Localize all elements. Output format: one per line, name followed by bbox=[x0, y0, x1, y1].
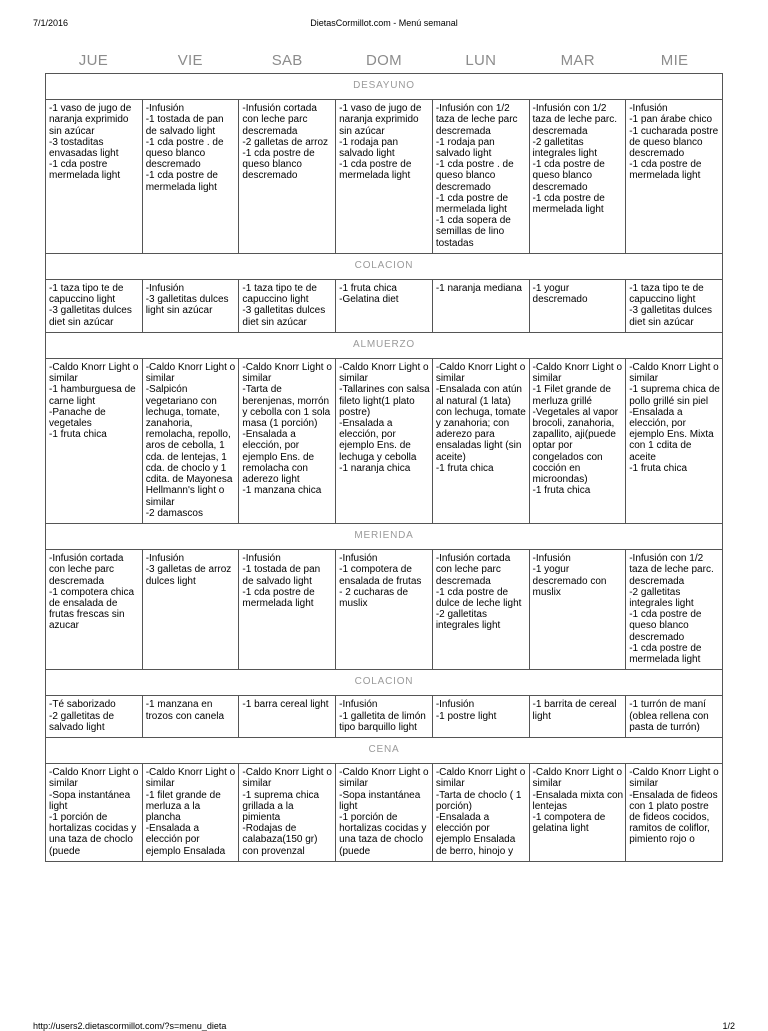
menu-item: -Caldo Knorr Light o similar bbox=[435, 362, 526, 385]
menu-cell bbox=[336, 696, 433, 738]
menu-item: -1 barrita de cereal light bbox=[532, 699, 617, 722]
menu-item: -Ensalada a elección por ejemplo Ensalada bbox=[145, 823, 226, 857]
menu-item: -Sopa instantánea light bbox=[339, 789, 421, 812]
menu-item: -1 rodaja pan salvado light bbox=[435, 136, 495, 160]
menu-cell bbox=[529, 550, 626, 670]
menu-item: -Infusión con 1/2 taza de leche parc descremada bbox=[435, 103, 518, 137]
menu-item: -Té saborizado bbox=[49, 699, 116, 711]
menu-cell bbox=[626, 359, 723, 524]
menu-item: -1 cda postre de mermelada light bbox=[242, 586, 315, 609]
menu-item: -Infusión bbox=[435, 699, 475, 711]
meal-section-title: COLACION bbox=[46, 670, 723, 696]
menu-cell bbox=[142, 696, 239, 738]
menu-item: - 2 cucharas de muslix bbox=[339, 586, 409, 609]
page-title: DietasCormillot.com - Menú semanal bbox=[310, 18, 458, 28]
menu-cell bbox=[529, 100, 626, 254]
menu-item: -1 cda postre de mermelada light bbox=[629, 642, 702, 665]
menu-item: -1 manzana en trozos con canela bbox=[145, 699, 225, 722]
day-header-row bbox=[45, 52, 723, 69]
menu-item: -Rodajas de calabaza(150 gr) con provenzal bbox=[242, 823, 318, 857]
menu-item: -1 suprema chica grillada a la pimienta bbox=[242, 789, 320, 823]
menu-item: -1 porción de hortalizas cocidas y una taza de choclo (puede bbox=[49, 811, 137, 857]
menu-cell bbox=[336, 280, 433, 333]
menu-item: -1 fruta chica bbox=[435, 462, 494, 474]
menu-item: -2 galletitas integrales light bbox=[435, 609, 501, 632]
menu-cell bbox=[529, 696, 626, 738]
menu-item: -1 manzana chica bbox=[242, 485, 322, 497]
menu-item: -3 galletas de arroz dulces light bbox=[145, 564, 232, 587]
menu-item: -Infusión cortada con leche parc descremada bbox=[49, 553, 124, 587]
menu-item: -1 compotera chica de ensalada de frutas frescas sin azucar bbox=[49, 586, 135, 632]
menu-item: -Ensalada a elección, por ejemplo Ens. de remolacha con aderezo light bbox=[242, 429, 315, 486]
menu-cell bbox=[46, 696, 143, 738]
menu-item: -1 fruta chica bbox=[629, 462, 688, 474]
menu-item: -Tarta de berenjenas, morrón y cebolla con 1 sola masa (1 porción) bbox=[242, 384, 331, 430]
menu-item: -Ensalada mixta con lentejas bbox=[532, 789, 624, 812]
meal-section-title: COLACION bbox=[46, 253, 723, 279]
menu-item: -Caldo Knorr Light o similar bbox=[49, 767, 139, 790]
meal-section-header-row bbox=[46, 737, 723, 763]
menu-item: -1 cda postre de mermelada light bbox=[532, 192, 605, 216]
menu-item: -Caldo Knorr Light o similar bbox=[49, 362, 139, 385]
menu-cell bbox=[432, 550, 529, 670]
menu-cell bbox=[432, 359, 529, 524]
menu-item: -1 postre light bbox=[435, 710, 497, 722]
menu-item: -Infusión bbox=[145, 283, 185, 295]
menu-item: -Caldo Knorr Light o similar bbox=[145, 362, 236, 385]
menu-item: -Caldo Knorr Light o similar bbox=[242, 362, 332, 385]
menu-item: -Infusión cortada con leche parc descremada bbox=[435, 553, 511, 587]
meal-row bbox=[46, 764, 723, 862]
menu-cell bbox=[336, 359, 433, 524]
menu-item: -Sopa instantánea light bbox=[49, 789, 131, 812]
menu-item: -Infusión bbox=[339, 699, 378, 711]
menu-item: -1 filet grande de merluza a la plancha bbox=[145, 789, 221, 823]
menu-cell bbox=[46, 550, 143, 670]
menu-cell bbox=[432, 100, 529, 254]
menu-item: -Ensalada a elección, por ejemplo Ens. Mixta con 1 cdita de aceite bbox=[629, 406, 714, 463]
menu-item: -1 cda postre . de queso blanco descremado bbox=[435, 159, 514, 193]
menu-item: -1 taza tipo te de capuccino light bbox=[49, 283, 124, 306]
menu-cell bbox=[529, 280, 626, 333]
meal-section-header-row bbox=[46, 332, 723, 358]
menu-cell bbox=[529, 359, 626, 524]
menu-item: -1 yogur descremado bbox=[532, 283, 588, 306]
menu-item: -Infusión cortada con leche parc descremada bbox=[242, 103, 317, 137]
menu-item: -1 porción de hortalizas cocidas y una taza de choclo (puede bbox=[339, 811, 427, 857]
menu-item: -1 tostada de pan de salvado light bbox=[145, 114, 224, 137]
meal-section-header-row bbox=[46, 523, 723, 549]
menu-item: -1 cda postre de mermelada light bbox=[339, 159, 412, 182]
menu-item: -Tallarines con salsa fileto light(1 plato postre) bbox=[339, 384, 430, 418]
day-header: JUE bbox=[78, 52, 109, 69]
menu-item: -Vegetales al vapor brocoli, zanahoria, zapallito, aji(puede optar por congelados con cocción en microondas) bbox=[532, 406, 619, 486]
menu-item: -1 cda postre de queso blanco descremado bbox=[629, 609, 702, 643]
menu-item: -2 galletas de arroz bbox=[242, 136, 329, 148]
menu-cell bbox=[626, 100, 723, 254]
menu-item: -Infusión bbox=[339, 553, 378, 565]
menu-item: -3 tostaditas envasadas light bbox=[49, 136, 119, 160]
menu-item: -1 cda sopera de semillas de lino tostadas bbox=[435, 215, 511, 249]
menu-cell bbox=[239, 359, 336, 524]
menu-cell bbox=[626, 550, 723, 670]
menu-item: -1 taza tipo te de capuccino light bbox=[629, 283, 704, 306]
menu-item: -1 galletita de limón tipo barquillo light bbox=[339, 710, 426, 733]
menu-item: -2 galletitas integrales light bbox=[629, 586, 694, 609]
weekly-menu-table bbox=[45, 73, 723, 862]
menu-cell bbox=[432, 764, 529, 862]
meal-row bbox=[46, 100, 723, 254]
day-header: LUN bbox=[465, 52, 497, 69]
menu-cell bbox=[239, 550, 336, 670]
menu-cell bbox=[142, 280, 239, 333]
menu-item: -3 galletitas dulces diet sin azúcar bbox=[629, 305, 713, 328]
menu-item: -Caldo Knorr Light o similar bbox=[339, 767, 429, 790]
menu-item: -1 compotera de ensalada de frutas bbox=[339, 564, 422, 587]
menu-item: -1 cda postre mermelada light bbox=[49, 159, 121, 182]
menu-item: -3 galletitas dulces diet sin azúcar bbox=[242, 305, 326, 328]
menu-item: -1 fruta chica bbox=[339, 283, 397, 295]
day-header: MIE bbox=[660, 52, 689, 69]
menu-item: -Infusión con 1/2 taza de leche parc. descremada bbox=[629, 553, 714, 587]
meal-section-title: DESAYUNO bbox=[46, 74, 723, 100]
menu-cell bbox=[432, 696, 529, 738]
menu-cell bbox=[336, 100, 433, 254]
menu-item: -Panache de vegetales bbox=[49, 406, 106, 430]
menu-item: -1 cda postre de mermelada light bbox=[145, 170, 218, 193]
meal-section-title: CENA bbox=[46, 737, 723, 763]
menu-item: -1 cda postre de queso blanco descremado bbox=[532, 159, 605, 193]
menu-item: -1 suprema chica de pollo grillé sin piel bbox=[629, 384, 720, 407]
meal-section-header-row bbox=[46, 253, 723, 279]
menu-item: -2 damascos bbox=[145, 507, 203, 519]
menu-item: -Infusión bbox=[532, 553, 571, 565]
page-number: 1/2 bbox=[722, 1021, 735, 1031]
menu-item: -1 taza tipo te de capuccino light bbox=[242, 283, 317, 306]
menu-item: -Caldo Knorr Light o similar bbox=[629, 362, 719, 385]
meal-section-header-row bbox=[46, 670, 723, 696]
menu-item: -1 Filet grande de merluza grillé bbox=[532, 384, 611, 407]
menu-item: -1 cda postre de mermelada light bbox=[435, 192, 509, 216]
menu-item: -1 pan árabe chico bbox=[629, 114, 713, 126]
menu-item: -1 hamburguesa de carne light bbox=[49, 384, 136, 407]
menu-item: -1 turrón de maní (oblea rellena con pasta de turrón) bbox=[629, 699, 709, 733]
menu-cell bbox=[626, 280, 723, 333]
menu-item: -Gelatina diet bbox=[339, 294, 399, 306]
print-date: 7/1/2016 bbox=[33, 18, 69, 28]
menu-cell bbox=[336, 550, 433, 670]
meal-row bbox=[46, 359, 723, 524]
menu-item: -1 cda postre . de queso blanco descremado bbox=[145, 136, 224, 171]
menu-item: -Salpicón vegetariano con lechuga, tomate, zanahoria, remolacha, repollo, aros de cebolla, 1 cda. de lentejas, 1 cda. de choclo y 1 cdita. de Mayonesa Hellmann's light o similar bbox=[145, 384, 233, 508]
menu-item: -1 fruta chica bbox=[532, 485, 591, 497]
menu-cell bbox=[239, 696, 336, 738]
menu-item: -3 galletitas dulces light sin azúcar bbox=[145, 294, 229, 317]
menu-cell bbox=[142, 764, 239, 862]
meal-section-title: MERIENDA bbox=[46, 523, 723, 549]
menu-item: -Ensalada a elección, por ejemplo Ens. de lechuga y cebolla bbox=[339, 418, 417, 463]
meal-row bbox=[46, 550, 723, 670]
menu-cell bbox=[142, 100, 239, 254]
menu-item: -Ensalada con atún al natural (1 lata) con lechuga, tomate y zanahoria; con aderezo para ensaladas light (sin aceite) bbox=[435, 384, 526, 463]
menu-item: -Infusión bbox=[145, 553, 185, 565]
menu-item: -1 vaso de jugo de naranja exprimido sin azúcar bbox=[49, 103, 132, 137]
day-header: VIE bbox=[177, 52, 203, 69]
menu-item: -1 fruta chica bbox=[49, 429, 107, 441]
menu-cell bbox=[142, 359, 239, 524]
menu-item: -Ensalada a elección por ejemplo Ensalada de berro, hinojo y bbox=[435, 811, 516, 857]
menu-item: -1 naranja mediana bbox=[435, 283, 522, 295]
meal-section-header-row bbox=[46, 74, 723, 100]
menu-item: -1 rodaja pan salvado light bbox=[339, 136, 399, 160]
menu-cell bbox=[46, 100, 143, 254]
menu-item: -2 galletitas integrales light bbox=[532, 136, 597, 160]
footer-url: http://users2.dietascormillot.com/?s=menu_dieta bbox=[33, 1021, 227, 1031]
meal-section-title: ALMUERZO bbox=[46, 332, 723, 358]
day-header: SAB bbox=[271, 52, 303, 69]
meal-row bbox=[46, 696, 723, 738]
menu-item: -3 galletitas dulces diet sin azúcar bbox=[49, 305, 132, 328]
menu-item: -1 barra cereal light bbox=[242, 699, 329, 711]
menu-item: -Caldo Knorr Light o similar bbox=[435, 767, 526, 790]
menu-item: -1 compotera de gelatina light bbox=[532, 811, 606, 835]
menu-item: -Infusión bbox=[145, 103, 185, 115]
menu-cell bbox=[432, 280, 529, 333]
menu-cell bbox=[336, 764, 433, 862]
menu-cell bbox=[46, 280, 143, 333]
menu-item: -Infusión bbox=[242, 553, 281, 565]
menu-cell bbox=[239, 280, 336, 333]
menu-item: -1 cucharada postre de queso blanco descremado bbox=[629, 125, 719, 160]
menu-cell bbox=[626, 764, 723, 862]
day-header: MAR bbox=[560, 52, 595, 69]
menu-item: -Caldo Knorr Light o similar bbox=[532, 362, 623, 385]
menu-item: -Caldo Knorr Light o similar bbox=[629, 767, 719, 790]
meal-row bbox=[46, 280, 723, 333]
menu-item: -1 cda postre de mermelada light bbox=[629, 159, 702, 182]
menu-cell bbox=[46, 764, 143, 862]
menu-cell bbox=[239, 764, 336, 862]
menu-cell bbox=[46, 359, 143, 524]
menu-cell bbox=[626, 696, 723, 738]
menu-item: -1 tostada de pan de salvado light bbox=[242, 564, 321, 587]
day-header: DOM bbox=[366, 52, 402, 69]
menu-cell bbox=[529, 764, 626, 862]
menu-item: -Caldo Knorr Light o similar bbox=[242, 767, 332, 790]
menu-item: -1 cda postre de queso blanco descremado bbox=[242, 148, 315, 182]
menu-item: -Caldo Knorr Light o similar bbox=[339, 362, 429, 385]
menu-cell bbox=[239, 100, 336, 254]
menu-item: -Caldo Knorr Light o similar bbox=[145, 767, 236, 790]
menu-item: -2 galletitas de salvado light bbox=[49, 710, 115, 733]
menu-item: -1 vaso de jugo de naranja exprimido sin azúcar bbox=[339, 103, 422, 137]
menu-item: -Infusión bbox=[629, 103, 668, 115]
menu-item: -1 yogur descremado con muslix bbox=[532, 564, 607, 598]
menu-item: -Caldo Knorr Light o similar bbox=[532, 767, 623, 790]
menu-cell bbox=[142, 550, 239, 670]
menu-item: -Ensalada de fideos con 1 plato postre de fideos cocidos, ramitos de coliflor, pimiento rojo o bbox=[629, 789, 718, 846]
menu-item: -1 naranja chica bbox=[339, 462, 411, 474]
menu-item: -Tarta de choclo ( 1 porción) bbox=[435, 789, 522, 812]
menu-item: -Infusión con 1/2 taza de leche parc. descremada bbox=[532, 103, 618, 137]
menu-item: -1 cda postre de dulce de leche light bbox=[435, 586, 522, 609]
